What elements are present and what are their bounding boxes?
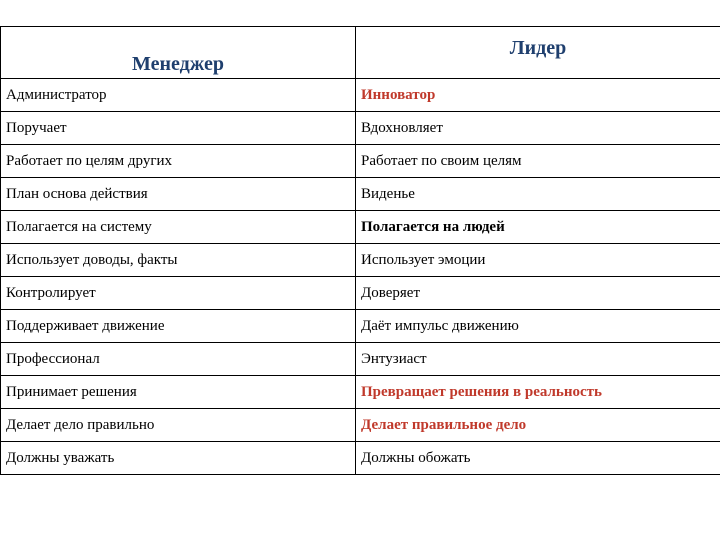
leader-cell: Превращает решения в реальность <box>356 376 720 409</box>
comparison-table <box>0 26 720 475</box>
leader-cell: Доверяет <box>356 277 720 310</box>
manager-cell: Должны уважать <box>1 442 356 475</box>
leader-cell: Энтузиаст <box>356 343 720 376</box>
manager-cell: Поддерживает движение <box>1 310 356 343</box>
header-manager: Менеджер <box>1 27 356 79</box>
table-row <box>1 310 720 343</box>
manager-cell: Полагается на систему <box>1 211 356 244</box>
table-row <box>1 409 720 442</box>
table-row <box>1 442 720 475</box>
manager-cell: Контролирует <box>1 277 356 310</box>
table-header-row <box>1 27 720 79</box>
leader-cell: Работает по своим целям <box>356 145 720 178</box>
manager-cell: Профессионал <box>1 343 356 376</box>
manager-cell: План основа действия <box>1 178 356 211</box>
table-row <box>1 277 720 310</box>
leader-cell: Вдохновляет <box>356 112 720 145</box>
table-row <box>1 244 720 277</box>
manager-cell: Работает по целям других <box>1 145 356 178</box>
manager-cell: Принимает решения <box>1 376 356 409</box>
table-row <box>1 178 720 211</box>
leader-cell: Должны обожать <box>356 442 720 475</box>
table-row <box>1 79 720 112</box>
manager-cell: Делает дело правильно <box>1 409 356 442</box>
table-row <box>1 343 720 376</box>
table-row <box>1 376 720 409</box>
table-row <box>1 211 720 244</box>
leader-cell: Делает правильное дело <box>356 409 720 442</box>
manager-cell: Использует доводы, факты <box>1 244 356 277</box>
leader-cell: Использует эмоции <box>356 244 720 277</box>
leader-cell: Виденье <box>356 178 720 211</box>
manager-cell: Администратор <box>1 79 356 112</box>
leader-cell: Полагается на людей <box>356 211 720 244</box>
leader-cell: Инноватор <box>356 79 720 112</box>
leader-cell: Даёт импульс движению <box>356 310 720 343</box>
table-row <box>1 145 720 178</box>
manager-cell: Поручает <box>1 112 356 145</box>
table-row <box>1 112 720 145</box>
header-leader: Лидер <box>356 27 720 79</box>
